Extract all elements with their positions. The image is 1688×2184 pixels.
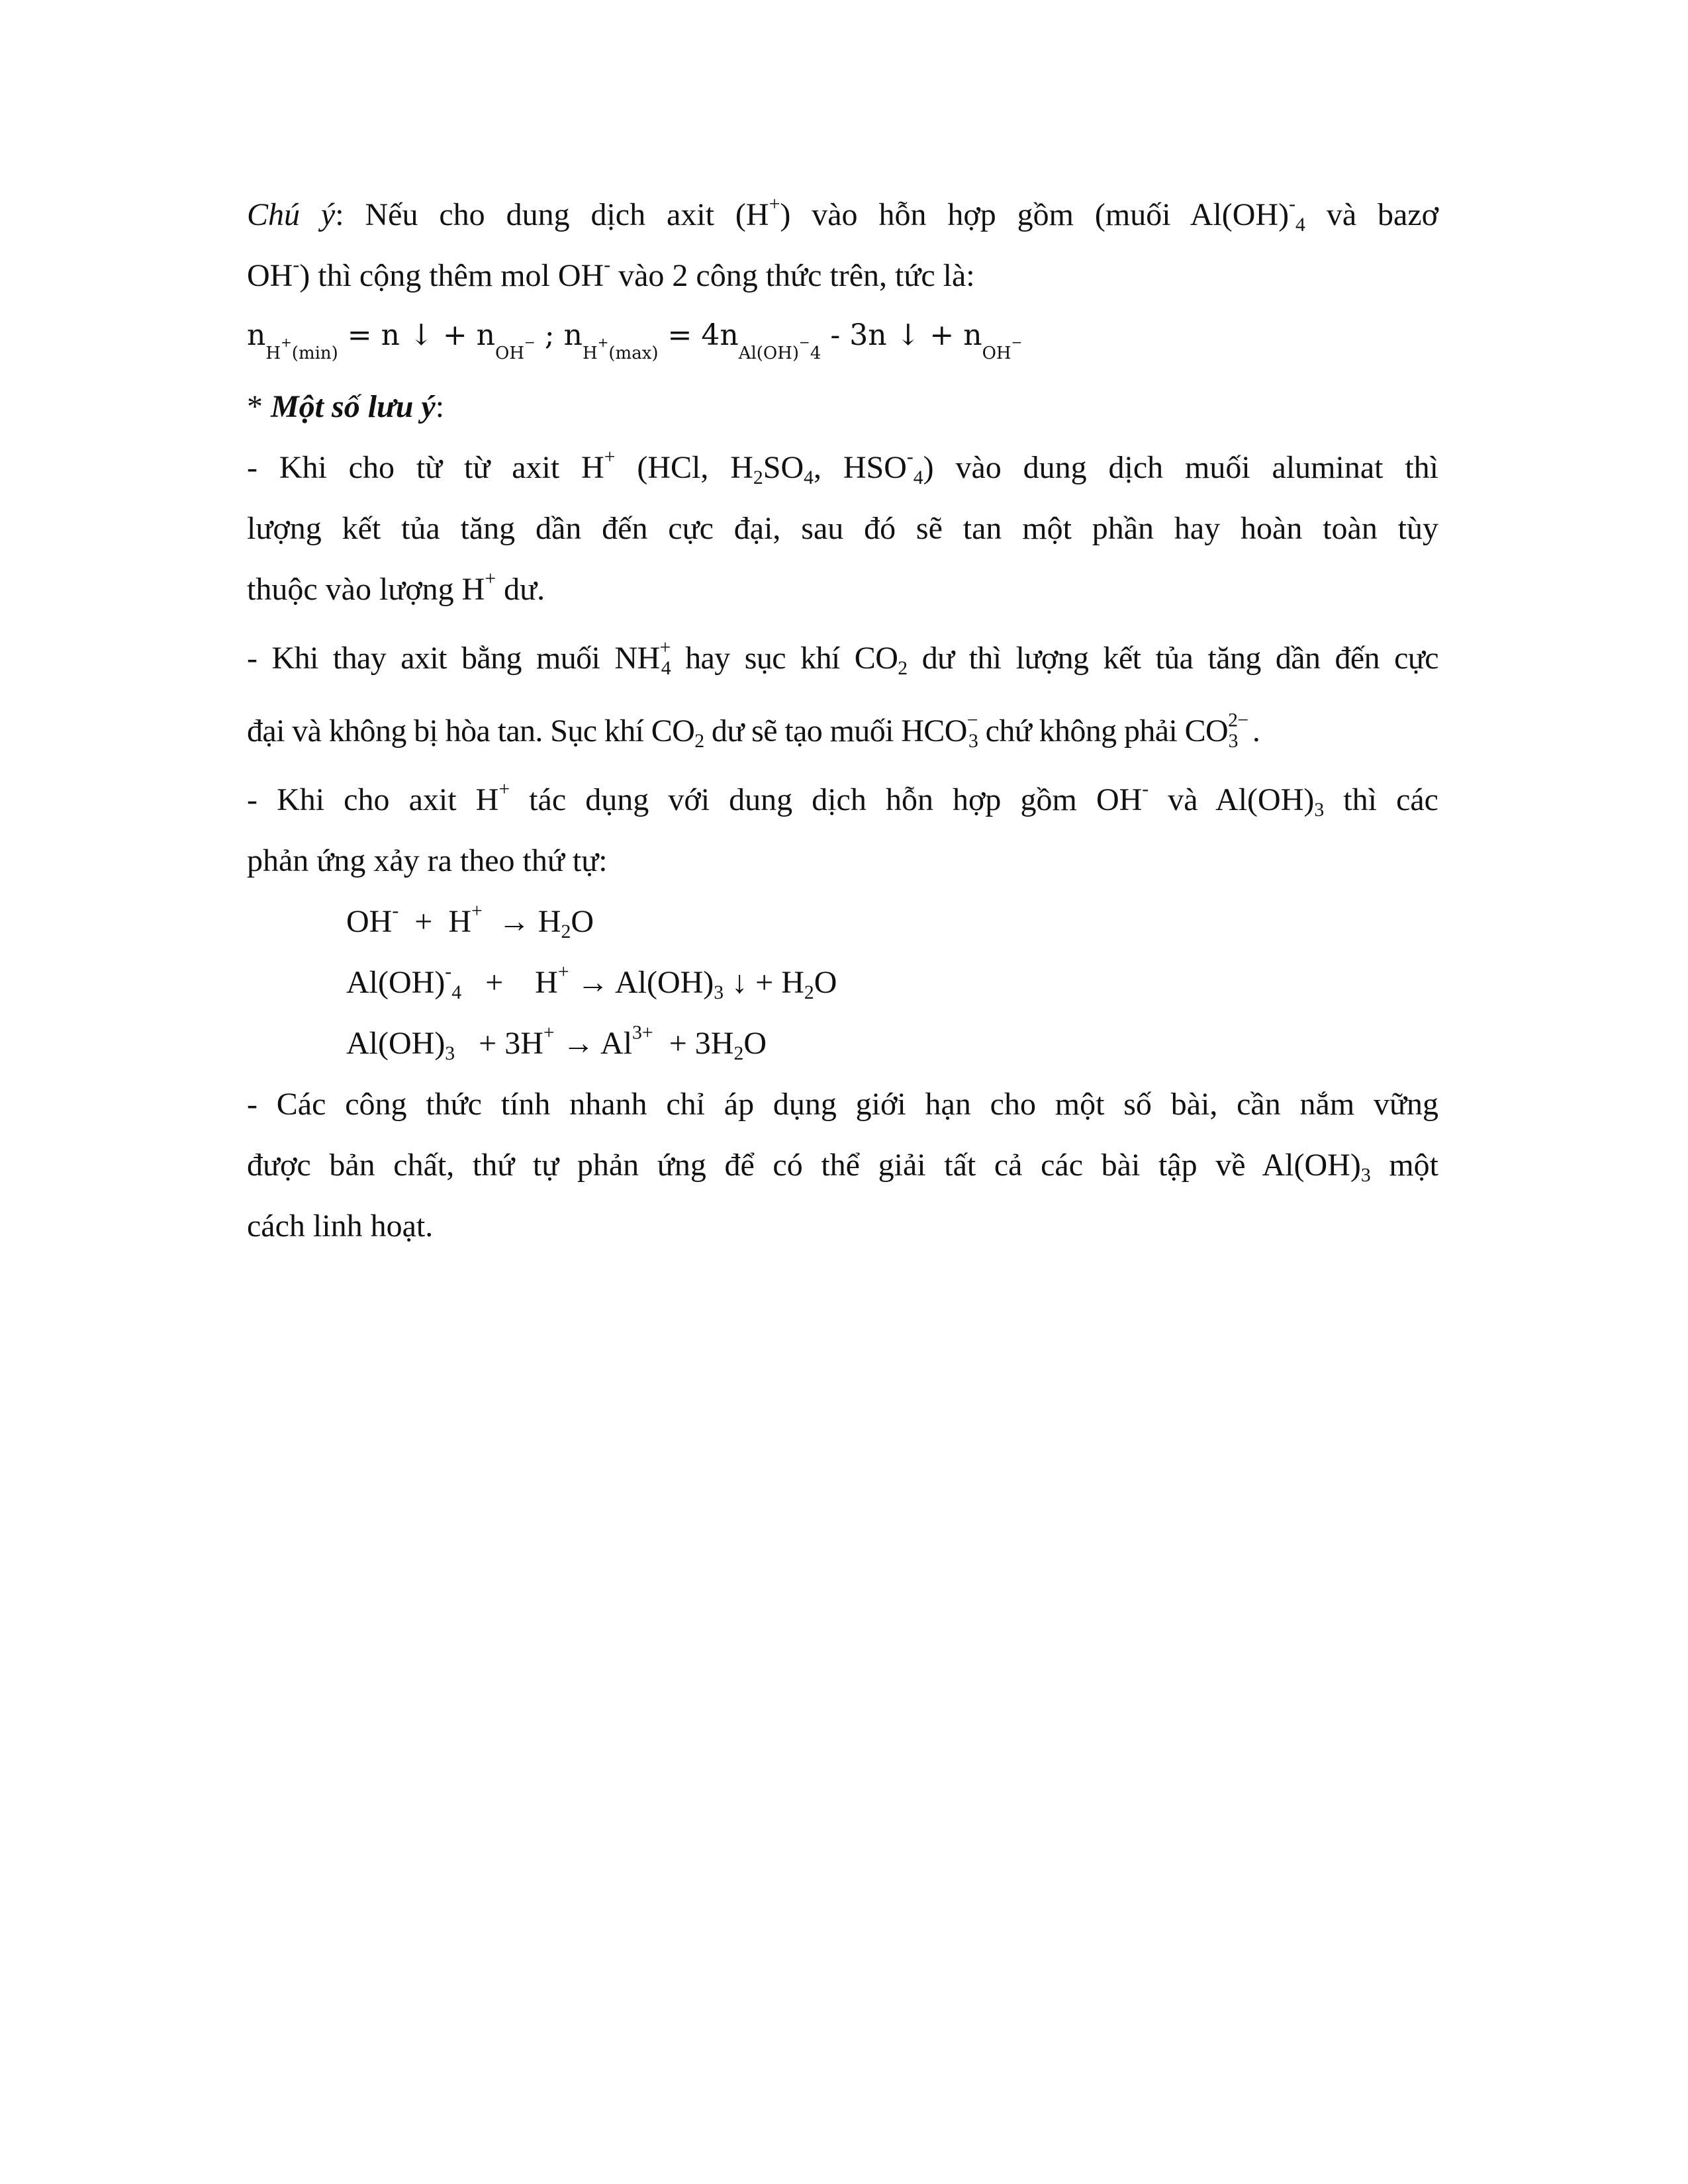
- formula-line: $n_{H^+(min)} = n$ ↓ + $n_{OH^-}$ ; $n_{H^+(max)} = 4n_{Al(OH)^-4} - 3n$ ↓ + $n_{OH^-}$: [247, 318, 1023, 363]
- para1-line-2: lượng kết tủa tăng dần đến cực đại, sau đó sẽ tan một phần hay hoàn toàn tùy: [247, 511, 1438, 546]
- equation-3: $Al(OH)_3$ + $3H^+ \to Al^{3+} + 3H_2O$: [346, 1021, 767, 1064]
- equation-2: $Al(OH)^-_4$ + $H^+ \to Al(OH)_3$ ↓ + $H_2O$: [346, 960, 837, 1003]
- note-lead: Chú ý: [247, 197, 336, 232]
- para2-line-1: - Khi thay axit bằng muối $NH^+_4$ hay sục khí $CO_2$ dư thì lượng kết tủa tăng dần đến cực: [247, 636, 1438, 679]
- para2-line-2: đại và không bị hòa tan. Sục khí $CO_2$ dư sẽ tạo muối $HCO^-_3$ chứ không phải $CO^{2-}_3$ .: [247, 709, 1260, 752]
- para3-line-1: - Khi cho axit H+ tác dụng với dung dịch hỗn hợp gồm OH- và $Al(OH)_3$ thì các: [247, 778, 1438, 821]
- section-title: Một số lưu ý: [271, 389, 436, 424]
- para4-line-3: cách linh hoạt.: [247, 1208, 434, 1244]
- note-line-2: OH-) thì cộng thêm mol OH- vào 2 công thức trên, tức là:: [247, 253, 975, 293]
- para1-line-3: thuộc vào lượng H+ dư.: [247, 567, 545, 607]
- para3-line-2: phản ứng xảy ra theo thứ tự:: [247, 843, 608, 878]
- equation-1: $OH^- + H^+ \to H_2O$: [346, 899, 594, 942]
- section-heading: * Một số lưu ý:: [247, 389, 445, 424]
- para4-line-2: được bản chất, thứ tự phản ứng để có thể giải tất cả các bài tập về $Al(OH)_3$ một: [247, 1148, 1439, 1186]
- note-line-1: Chú ý: Nếu cho dung dịch axit (H+) vào hỗn hợp gồm (muối $Al(OH)^-_4$ và bazơ: [247, 193, 1439, 236]
- para4-line-1: - Các công thức tính nhanh chỉ áp dụng giới hạn cho một số bài, cần nắm vững: [247, 1087, 1438, 1122]
- para1-line-1: - Khi cho từ từ axit H+ (HCl, $H_2SO_4$, $HSO^-_4$) vào dung dịch muối aluminat thì: [247, 445, 1438, 488]
